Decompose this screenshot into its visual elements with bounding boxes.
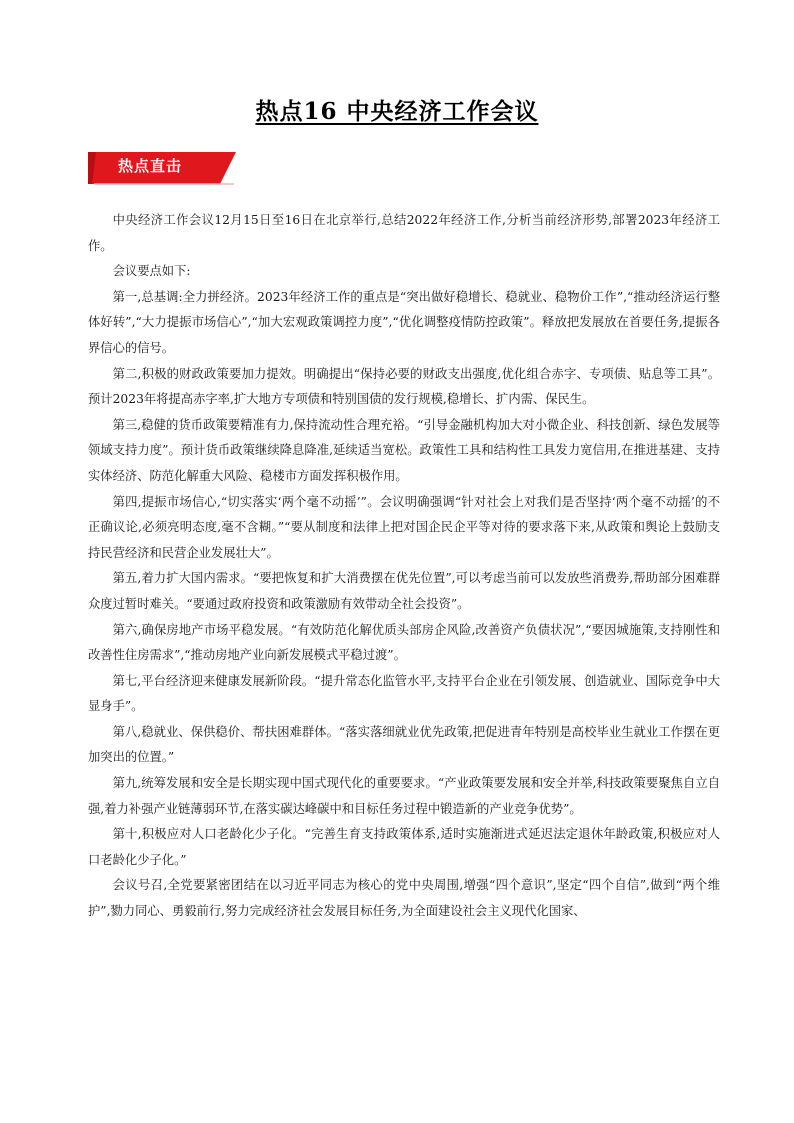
paragraph: 第四,提振市场信心,“切实落实‘两个毫不动摇’”。会议明确强调“针对社会上对我们是否坚持‘两个毫不动摇’的不正确议论,必须亮明态度,毫不含糊。”“要从制度和法律上把对国企民企平等对待的要求落下来,从政策和舆论上鼓励支持民营经济和民营企业发展壮大”。 (88, 494, 720, 560)
paragraph: 第八,稳就业、保供稳价、帮扶困难群体。“落实落细就业优先政策,把促进青年特别是高校毕业生就业工作摆在更加突出的位置。” (88, 724, 720, 765)
paragraph: 第七,平台经济迎来健康发展新阶段。“提升常态化监管水平,支持平台企业在引领发展、创造就业、国际竞争中大显身手”。 (88, 673, 720, 714)
paragraph: 第六,确保房地产市场平稳发展。“有效防范化解优质头部房企风险,改善资产负债状况”,“要因城施策,支持刚性和改善性住房需求”,“推动房地产业向新发展模式平稳过渡”。 (88, 622, 720, 663)
paragraph: 会议号召,全党要紧密团结在以习近平同志为核心的党中央周围,增强“四个意识”,坚定“四个自信”,做到“两个维护”,勠力同心、勇毅前行,努力完成经济社会发展目标任务,为全面建设社会主义现代化国家、 (88, 878, 720, 919)
page-title: 热点16 中央经济工作会议 (255, 98, 539, 125)
banner-label: 热点直击 (118, 157, 183, 175)
article-body (88, 208, 720, 925)
section-banner (88, 150, 236, 186)
paragraph: 第一,总基调:全力拼经济。2023年经济工作的重点是“突出做好稳增长、稳就业、稳物价工作”,“推动经济运行整体好转”,“大力提振市场信心”,“加大宏观政策调控力度”,“优化调整疫情防控政策”。释放把发展放在首要任务,提振各界信心的信号。 (88, 289, 720, 355)
paragraph: 第五,着力扩大国内需求。“要把恢复和扩大消费摆在优先位置”,可以考虑当前可以发放些消费券,帮助部分困难群众度过暂时难关。“要通过政府投资和政策激励有效带动全社会投资”。 (88, 571, 720, 611)
paragraph: 第三,稳健的货币政策要精准有力,保持流动性合理充裕。“引导金融机构加大对小微企业、科技创新、绿色发展等领域支持力度”。预计货币政策继续降息降准,延续适当宽松。政策性工具和结构性工具发力宽信用,在推进基建、支持实体经济、防范化解重大风险、稳楼市方面发挥积极作用。 (88, 417, 720, 483)
paragraph: 会议要点如下: (112, 264, 191, 279)
paragraph: 第十,积极应对人口老龄化少子化。“完善生育支持政策体系,适时实施渐进式延迟法定退休年龄政策,积极应对人口老龄化少子化。” (88, 827, 720, 867)
paragraph: 第二,积极的财政政策要加力提效。明确提出“保持必要的财政支出强度,优化组合赤字、专项债、贴息等工具”。预计2023年将提高赤字率,扩大地方专项债和特别国债的发行规模,稳增长、扩内需、保民生。 (88, 366, 720, 407)
paragraph: 第九,统筹发展和安全是长期实现中国式现代化的重要要求。“产业政策要发展和安全并举,科技政策要聚焦自立自强,着力补强产业链薄弱环节,在落实碳达峰碳中和目标任务过程中锻造新的产业竞争优势”。 (88, 776, 720, 816)
paragraph: 中央经济工作会议12月15日至16日在北京举行,总结2022年经济工作,分析当前经济形势,部署2023年经济工作。 (88, 213, 720, 253)
